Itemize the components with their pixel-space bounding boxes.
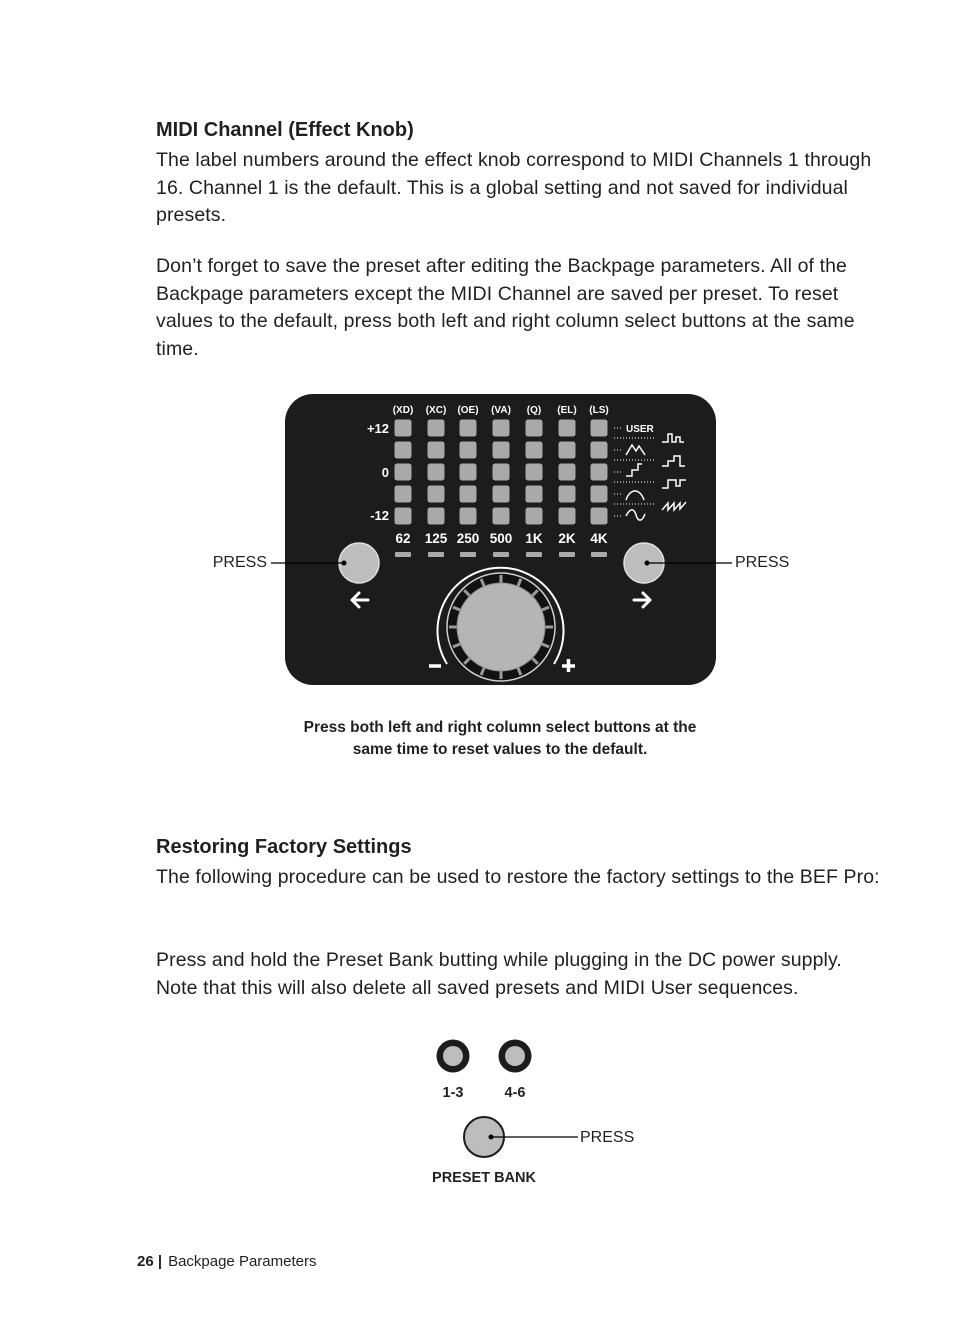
frequency-label: 500 xyxy=(489,531,513,546)
led-cell xyxy=(493,420,510,437)
footer-title: Backpage Parameters xyxy=(168,1253,317,1270)
frequency-indicator xyxy=(428,552,444,557)
frequency-indicator xyxy=(493,552,509,557)
frequency-indicator xyxy=(591,552,607,557)
led-cell xyxy=(460,464,477,481)
led-cell xyxy=(395,442,412,459)
led-cell xyxy=(460,508,477,525)
preset-bank-label: PRESET BANK xyxy=(432,1170,536,1186)
led-cell xyxy=(460,442,477,459)
left-press-label: PRESS xyxy=(212,554,267,571)
column-label: (EL) xyxy=(557,405,577,416)
led-cell xyxy=(591,420,608,437)
page-number: 26 | xyxy=(137,1253,163,1270)
right-press-label: PRESS xyxy=(735,554,790,571)
column-label: (Q) xyxy=(526,405,542,416)
led-cell xyxy=(526,486,543,503)
frequency-label: 125 xyxy=(424,531,448,546)
led-cell xyxy=(559,464,576,481)
led-cell xyxy=(526,508,543,525)
user-label: USER xyxy=(626,424,654,435)
led-cell xyxy=(493,486,510,503)
figure-caption-reset: Press both left and right column select buttons at the same time to reset values to the default. xyxy=(303,719,697,758)
led-cell xyxy=(428,420,445,437)
led-cell xyxy=(493,508,510,525)
column-label: (VA) xyxy=(491,405,511,416)
led-cell xyxy=(460,420,477,437)
led-cell xyxy=(591,486,608,503)
led-cell xyxy=(395,508,412,525)
frequency-indicator xyxy=(460,552,476,557)
frequency-label: 2K xyxy=(558,531,576,546)
paragraph-save-preset: Don’t forget to save the preset after editing the Backpage parameters. All of the Backpage parameters except the MIDI Channel are saved per preset. To reset values to the default, press both left and right column select buttons at the same time. xyxy=(156,255,855,360)
led-cell xyxy=(395,464,412,481)
led-cell xyxy=(493,464,510,481)
column-label: (XC) xyxy=(425,405,447,416)
bank-label-4-6: 4-6 xyxy=(504,1085,526,1101)
backpage-panel-figure xyxy=(0,380,954,700)
led-cell xyxy=(460,486,477,503)
section-title-factory-settings: Restoring Factory Settings xyxy=(156,836,412,858)
paragraph-restore-intro: The following procedure can be used to restore the factory settings to the BEF Pro: xyxy=(156,866,880,888)
led-cell xyxy=(559,442,576,459)
preset-bank-figure xyxy=(0,1030,954,1200)
bank-label-1-3: 1-3 xyxy=(442,1085,464,1101)
led-cell xyxy=(591,464,608,481)
frequency-label: 1K xyxy=(525,531,543,546)
led-cell xyxy=(526,464,543,481)
led-cell xyxy=(559,508,576,525)
paragraph-midi-channel: The label numbers around the effect knob correspond to MIDI Channels 1 through 16. Channel 1 is the default. This is a global setting and not saved for individual presets. xyxy=(156,149,872,226)
led-cell xyxy=(591,508,608,525)
frequency-label: 250 xyxy=(456,531,480,546)
led-cell xyxy=(395,486,412,503)
page-footer xyxy=(137,1253,316,1270)
led-cell xyxy=(428,508,445,525)
led-cell xyxy=(428,486,445,503)
column-label: (XD) xyxy=(392,405,414,416)
row-label: 0 xyxy=(381,465,389,480)
led-cell xyxy=(428,464,445,481)
column-label: (OE) xyxy=(457,405,479,416)
led-cell xyxy=(526,442,543,459)
led-cell xyxy=(493,442,510,459)
led-cell xyxy=(559,420,576,437)
frequency-indicator xyxy=(395,552,411,557)
row-label: -12 xyxy=(370,508,389,523)
section-title-midi-channel: MIDI Channel (Effect Knob) xyxy=(156,119,414,141)
frequency-indicator xyxy=(526,552,542,557)
bank-led-4-6 xyxy=(505,1046,525,1066)
led-cell xyxy=(526,420,543,437)
frequency-label: 62 xyxy=(395,531,411,546)
row-label: +12 xyxy=(366,421,389,436)
frequency-indicator xyxy=(559,552,575,557)
frequency-label: 4K xyxy=(590,531,608,546)
led-cell xyxy=(559,486,576,503)
led-cell xyxy=(428,442,445,459)
led-cell xyxy=(395,420,412,437)
paragraph-restore-procedure: Press and hold the Preset Bank butting while plugging in the DC power supply. Note that this will also delete all saved presets and MIDI User sequences. xyxy=(156,949,842,999)
led-cell xyxy=(591,442,608,459)
column-label: (LS) xyxy=(589,405,609,416)
preset-press-label: PRESS xyxy=(580,1129,635,1146)
bank-led-1-3 xyxy=(443,1046,463,1066)
